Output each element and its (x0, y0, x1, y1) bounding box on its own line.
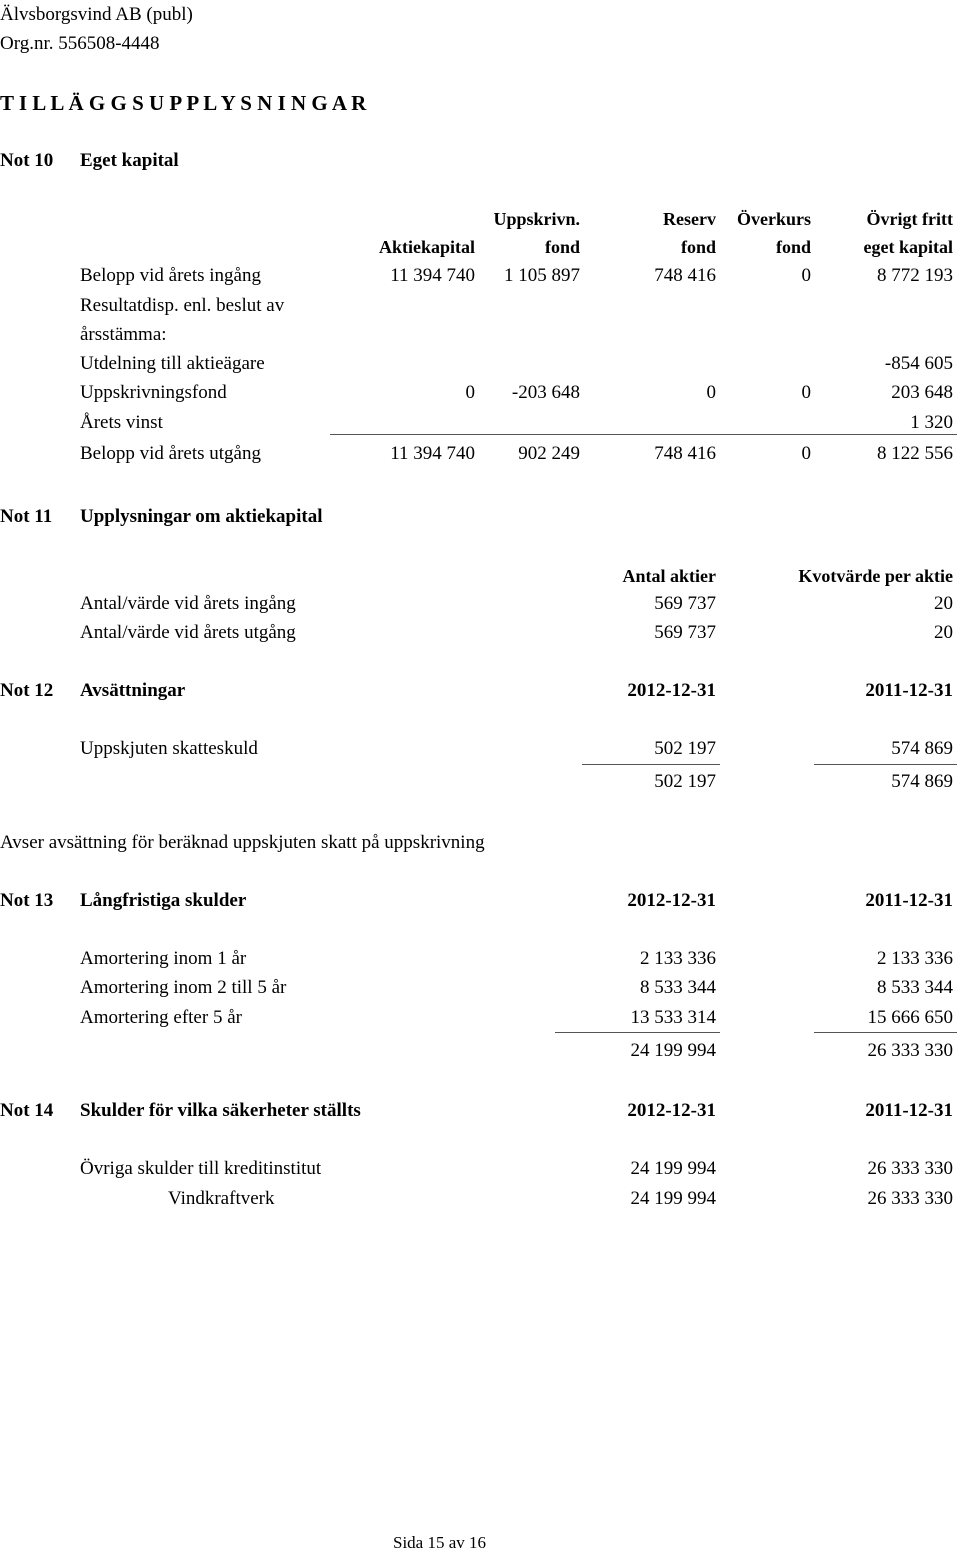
cell-antal: 569 737 (654, 593, 716, 614)
col-header-2011: 2011-12-31 (865, 890, 953, 911)
company-name: Älvsborgsvind AB (publ) (0, 4, 193, 25)
cell-2012: 13 533 314 (630, 1007, 716, 1028)
col-header-antal-aktier: Antal aktier (622, 566, 716, 586)
not14-label: Not 14 (0, 1100, 54, 1121)
col-header-2011: 2011-12-31 (865, 680, 953, 701)
row-label: Uppskrivningsfond (80, 382, 227, 403)
row-label: Amortering inom 2 till 5 år (80, 977, 287, 998)
cell-aktiekapital: 0 (465, 382, 475, 403)
not12-title: Avsättningar (80, 680, 186, 701)
col-header-overkurs-1: Överkurs (737, 209, 811, 229)
sum-rule (582, 764, 720, 765)
cell-overkurs: 0 (801, 265, 811, 286)
total-2011: 574 869 (891, 771, 953, 792)
row-label: Belopp vid årets ingång (80, 265, 261, 286)
col-header-overkurs-2: fond (775, 237, 811, 257)
total-2012: 24 199 994 (630, 1040, 716, 1061)
row-label: Amortering inom 1 år (80, 948, 247, 969)
row-label: Amortering efter 5 år (80, 1007, 242, 1028)
not12-label: Not 12 (0, 680, 54, 701)
col-header-ovrigt-1: Övrigt fritt (866, 209, 953, 229)
cell-ovrigt: 8 122 556 (877, 443, 953, 464)
cell-ovrigt: -854 605 (884, 353, 953, 374)
row-label: Utdelning till aktieägare (80, 353, 265, 374)
sum-rule (814, 1032, 957, 1033)
cell-uppskrivn: 1 105 897 (504, 265, 580, 286)
row-label: Resultatdisp. enl. beslut av (80, 295, 285, 316)
col-header-kvotvarde: Kvotvärde per aktie (798, 566, 953, 586)
cell-reserv: 748 416 (654, 443, 716, 464)
total-2012: 502 197 (654, 771, 716, 792)
row-label: årsstämma: (80, 324, 167, 345)
cell-ovrigt: 8 772 193 (877, 265, 953, 286)
row-label: Antal/värde vid årets utgång (80, 622, 296, 643)
cell-2012: 24 199 994 (630, 1158, 716, 1179)
not13-label: Not 13 (0, 890, 54, 911)
page-heading: T I L L Ä G G S U P P L Y S N I N G A R (0, 91, 367, 115)
row-label: Övriga skulder till kreditinstitut (80, 1158, 322, 1179)
org-number: Org.nr. 556508-4448 (0, 33, 160, 54)
subtotal-rule (330, 434, 957, 435)
col-header-2012: 2012-12-31 (627, 680, 716, 701)
cell-overkurs: 0 (801, 443, 811, 464)
cell-ovrigt: 1 320 (910, 412, 953, 433)
cell-2011: 2 133 336 (877, 948, 953, 969)
col-header-2011: 2011-12-31 (865, 1100, 953, 1121)
cell-2012: 502 197 (654, 738, 716, 759)
col-header-2012: 2012-12-31 (627, 1100, 716, 1121)
cell-2011: 15 666 650 (867, 1007, 953, 1028)
col-header-reserv-2: fond (680, 237, 716, 257)
row-label: Uppskjuten skatteskuld (80, 738, 258, 759)
cell-aktiekapital: 11 394 740 (390, 443, 475, 464)
sum-rule (814, 764, 957, 765)
not14-title: Skulder för vilka säkerheter ställts (80, 1100, 361, 1121)
cell-2012: 2 133 336 (640, 948, 716, 969)
cell-reserv: 0 (706, 382, 716, 403)
col-header-uppskrivn-2: fond (544, 237, 580, 257)
cell-uppskrivn: -203 648 (511, 382, 580, 403)
row-label: Vindkraftverk (168, 1188, 275, 1209)
not11-title: Upplysningar om aktiekapital (80, 506, 323, 527)
cell-2011: 26 333 330 (867, 1188, 953, 1209)
cell-2012: 8 533 344 (640, 977, 716, 998)
not10-title: Eget kapital (80, 150, 179, 171)
cell-2012: 24 199 994 (630, 1188, 716, 1209)
cell-2011: 8 533 344 (877, 977, 953, 998)
col-header-aktiekapital: Aktiekapital (378, 237, 475, 257)
not13-title: Långfristiga skulder (80, 890, 247, 911)
total-2011: 26 333 330 (867, 1040, 953, 1061)
col-header-uppskrivn-1: Uppskrivn. (493, 209, 580, 229)
cell-2011: 26 333 330 (867, 1158, 953, 1179)
sum-rule (555, 1032, 720, 1033)
cell-uppskrivn: 902 249 (518, 443, 580, 464)
cell-aktiekapital: 11 394 740 (390, 265, 475, 286)
cell-antal: 569 737 (654, 622, 716, 643)
col-header-ovrigt-2: eget kapital (863, 237, 953, 257)
row-label: Belopp vid årets utgång (80, 443, 261, 464)
col-header-2012: 2012-12-31 (627, 890, 716, 911)
cell-kvotvarde: 20 (934, 593, 953, 614)
cell-ovrigt: 203 648 (891, 382, 953, 403)
provision-note: Avser avsättning för beräknad uppskjuten skatt på uppskrivning (0, 832, 485, 853)
not11-label: Not 11 (0, 506, 53, 527)
not10-label: Not 10 (0, 150, 54, 171)
row-label: Årets vinst (80, 412, 163, 433)
cell-kvotvarde: 20 (934, 622, 953, 643)
cell-overkurs: 0 (801, 382, 811, 403)
page-number: Sida 15 av 16 (393, 1533, 487, 1552)
cell-2011: 574 869 (891, 738, 953, 759)
col-header-reserv-1: Reserv (663, 209, 716, 229)
cell-reserv: 748 416 (654, 265, 716, 286)
row-label: Antal/värde vid årets ingång (80, 593, 296, 614)
